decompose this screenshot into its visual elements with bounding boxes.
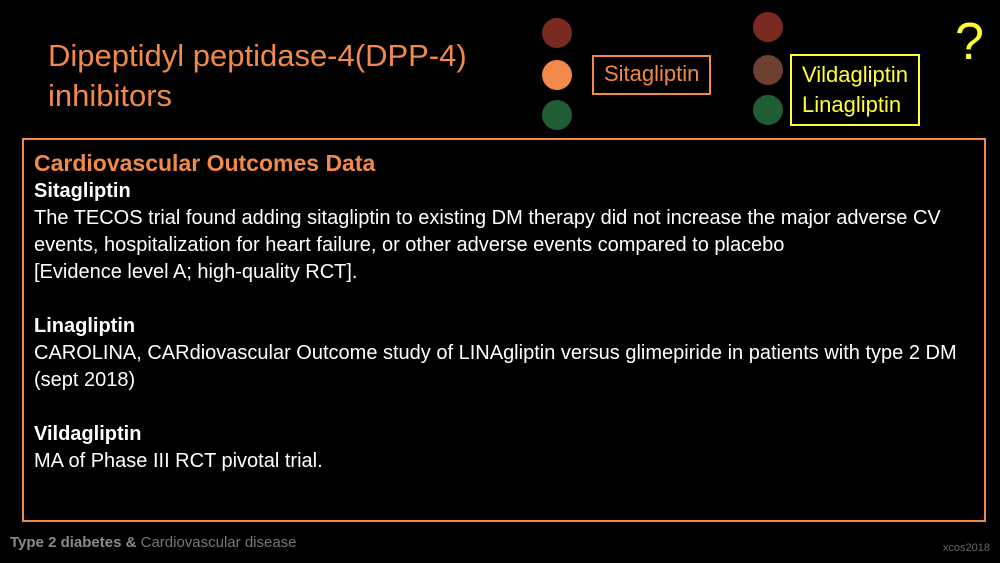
footer-caption: [10, 534, 297, 551]
sitagliptin-text: The TECOS trial found adding sitagliptin to existing DM therapy did not increase the major adverse CV events, hospitalization for heart failure, or other adverse events compared to placebo: [34, 207, 941, 256]
traffic-light-right-red: [753, 12, 783, 42]
box-heading: Cardiovascular Outcomes Data: [34, 150, 376, 176]
title-line-1: Dipeptidyl peptidase-4(DPP-4): [48, 38, 467, 73]
footer-caption-rest: Cardiovascular disease: [136, 534, 297, 551]
traffic-light-right-green: [753, 95, 783, 125]
footer-code: xcos2018: [942, 542, 990, 554]
vildagliptin-tag-label: Vildagliptin: [802, 62, 909, 87]
linagliptin-tag-label: Linagliptin: [802, 92, 902, 117]
question-mark: ?: [955, 13, 984, 71]
sitagliptin-tag-label: Sitagliptin: [604, 61, 700, 86]
slide-title: [48, 36, 467, 116]
traffic-light-left-orange: [542, 60, 572, 90]
title-line-2: inhibitors: [48, 78, 173, 113]
vildagliptin-heading: Vildagliptin: [34, 423, 142, 445]
vildagliptin-text: MA of Phase III RCT pivotal trial.: [34, 450, 323, 472]
cv-outcomes-box: [22, 138, 986, 522]
sitagliptin-evidence: [Evidence level A; high-quality RCT].: [34, 261, 358, 283]
linagliptin-text: CAROLINA, CARdiovascular Outcome study of LINAgliptin versus glimepiride in patients with type 2 DM (sept 2018): [34, 342, 957, 391]
footer-caption-bold: Type 2 diabetes &: [10, 534, 137, 551]
vildagliptin-linagliptin-tag: [790, 54, 920, 126]
linagliptin-heading: Linagliptin: [34, 315, 136, 337]
traffic-light-left-red: [542, 18, 572, 48]
traffic-light-right-brown: [753, 55, 783, 85]
sitagliptin-heading: Sitagliptin: [34, 180, 131, 202]
traffic-light-left-green: [542, 100, 572, 130]
sitagliptin-tag: [592, 55, 711, 95]
